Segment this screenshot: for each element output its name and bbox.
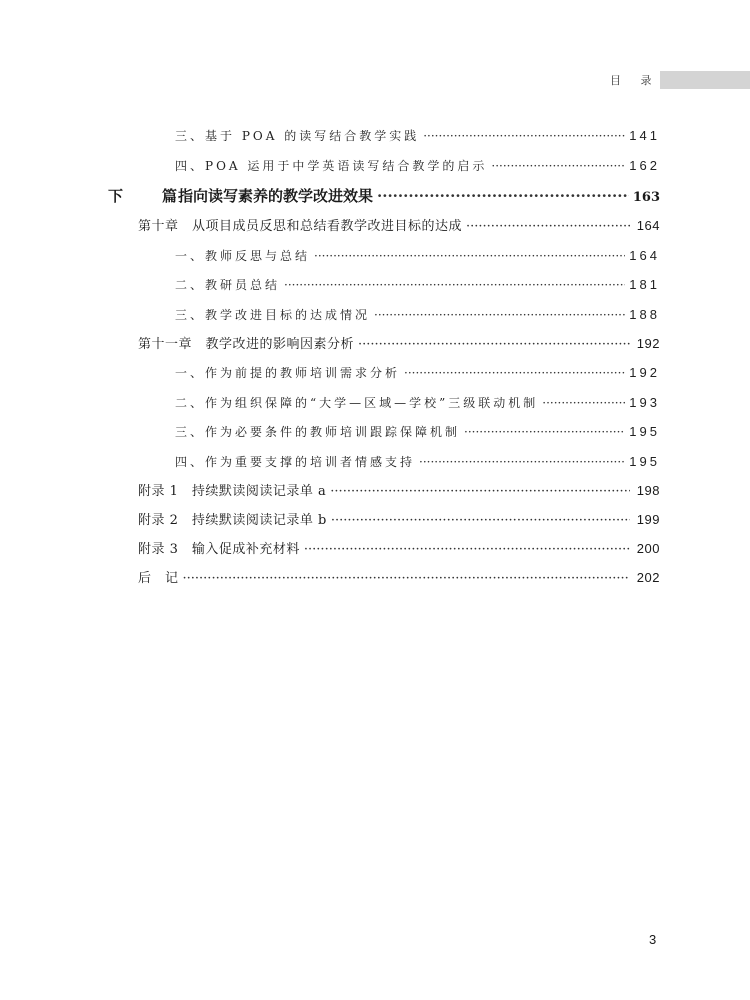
page-number: 3: [649, 932, 657, 947]
toc-entry-title: 二、教研员总结: [175, 278, 281, 292]
toc-chapter-title: 第十章 从项目成员反思和总结看教学改进目标的达成: [138, 219, 463, 234]
toc-entry[interactable]: [175, 245, 660, 267]
toc-entry-page: 181: [629, 277, 660, 292]
toc-entry-page: 192: [636, 336, 660, 351]
toc-entry-title: 三、教学改进目标的达成情况: [175, 308, 371, 322]
toc-dot-leader: [304, 539, 630, 561]
toc-entry-page: 164: [636, 218, 660, 233]
toc-entry-page: 141: [629, 128, 660, 143]
toc-entry-page: 188: [629, 307, 660, 322]
toc-entry[interactable]: [175, 155, 660, 177]
toc-part-heading[interactable]: [108, 185, 660, 207]
toc-entry[interactable]: [175, 392, 660, 414]
toc-entry-title: 一、教师反思与总结: [175, 249, 311, 263]
toc-dot-leader: [423, 125, 625, 147]
toc-entry-page: 199: [636, 512, 660, 527]
toc-dot-leader: [314, 245, 625, 267]
toc-appendix[interactable]: [138, 538, 660, 560]
toc-entry-title: 四、作为重要支撑的培训者情感支持: [175, 455, 416, 469]
toc-entry-page: 198: [636, 483, 660, 498]
toc-dot-leader: [377, 185, 629, 207]
toc-dot-leader: [404, 362, 625, 384]
toc-chapter[interactable]: [138, 215, 660, 237]
toc-appendix-title: 附录 1 持续默读阅读记录单 a: [138, 484, 327, 499]
toc-entry[interactable]: [175, 125, 660, 147]
toc-entry-page: 200: [636, 541, 660, 556]
toc-dot-leader: [542, 392, 625, 414]
toc-entry-page: 164: [629, 248, 660, 263]
toc-dot-leader: [419, 451, 625, 473]
toc-entry-title: 二、作为组织保障的“大学—区域—学校”三级联动机制: [175, 396, 539, 410]
toc-entry-page: 192: [629, 365, 660, 380]
toc-appendix-title: 附录 3 输入促成补充材料: [138, 542, 300, 557]
toc-entry-page: 162: [629, 158, 660, 173]
toc-entry[interactable]: [175, 304, 660, 326]
toc-dot-leader: [284, 274, 625, 296]
toc-dot-leader: [374, 304, 625, 326]
toc-entry[interactable]: [175, 362, 660, 384]
toc-entry-page: 195: [629, 454, 660, 469]
toc-entry-page: 202: [636, 570, 660, 585]
toc-part-label: 下 篇: [108, 187, 190, 205]
toc-dot-leader: [491, 155, 625, 177]
toc-chapter-title: 第十一章 教学改进的影响因素分析: [138, 337, 355, 352]
toc-entry-page: 163: [632, 190, 660, 205]
toc-part-title: 指向读写素养的教学改进效果: [178, 187, 374, 205]
toc-entry-title: 三、基于 POA 的读写结合教学实践: [175, 129, 420, 143]
toc-entry-title: 一、作为前提的教师培训需求分析: [175, 366, 401, 380]
toc-entry[interactable]: [175, 421, 660, 443]
toc-appendix-title: 附录 2 持续默读阅读记录单 b: [138, 513, 327, 528]
toc-afterword-title: 后 记: [138, 571, 179, 586]
toc-dot-leader: [183, 568, 630, 590]
toc-dot-leader: [466, 216, 630, 238]
toc-dot-leader: [331, 510, 630, 532]
toc-appendix[interactable]: [138, 509, 660, 531]
running-header-bar: [660, 71, 750, 89]
toc-entry[interactable]: [175, 451, 660, 473]
toc-appendix[interactable]: [138, 480, 660, 502]
toc-dot-leader: [358, 334, 630, 356]
running-header-title: 目 录: [610, 74, 660, 87]
toc-entry-title: 四、POA 运用于中学英语读写结合教学的启示: [175, 159, 488, 173]
toc-dot-leader: [464, 421, 625, 443]
toc-entry[interactable]: [175, 274, 660, 296]
toc-entry-title: 三、作为必要条件的教师培训跟踪保障机制: [175, 425, 461, 439]
toc-afterword[interactable]: [138, 567, 660, 589]
toc-dot-leader: [330, 481, 630, 503]
toc-entry-page: 193: [629, 395, 660, 410]
toc-chapter[interactable]: [138, 333, 660, 355]
toc-entry-page: 195: [629, 424, 660, 439]
